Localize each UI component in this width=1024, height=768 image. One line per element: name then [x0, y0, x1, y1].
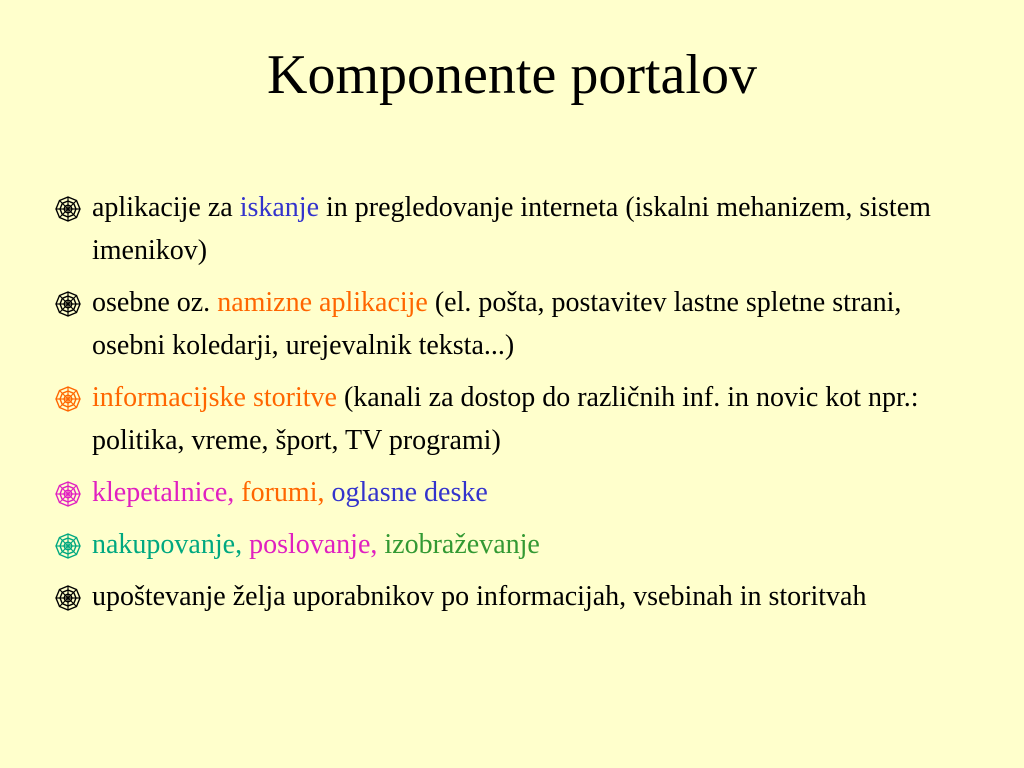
bullet-item — [52, 376, 932, 462]
bullet-text — [92, 192, 938, 266]
spiderweb-icon — [54, 480, 82, 508]
bullet-segment: osebne oz. — [92, 287, 218, 318]
bullet-text — [92, 477, 488, 508]
bullet-item — [52, 186, 938, 272]
bullet-segment: (el. pošta, postavitev lastne spletne strani, osebni koledarji, urejevalnik teksta...) — [92, 287, 909, 361]
bullet-item — [52, 523, 932, 566]
bullet-segment: izobraževanje — [384, 529, 540, 560]
bullet-text — [92, 581, 866, 612]
bullet-text — [92, 287, 908, 361]
bullet-segment: oglasne deske — [331, 477, 488, 508]
bullet-segment: poslovanje, — [249, 529, 385, 560]
bullet-segment: aplikacije za — [92, 192, 240, 223]
bullet-segment: informacijske storitve — [92, 382, 337, 413]
bullet-item — [52, 471, 932, 514]
slide-title: Komponente portalov — [267, 44, 757, 106]
bullet-segment: in pregledovanje interneta (iskalni mehanizem, sistem imenikov) — [92, 192, 938, 266]
bullet-segment: iskanje — [239, 192, 319, 223]
bullet-item — [52, 575, 932, 618]
bullet-segment: nakupovanje, — [92, 529, 250, 560]
bullet-text — [92, 382, 926, 456]
bullet-item — [52, 281, 932, 367]
bullet-segment: klepetalnice, — [92, 477, 242, 508]
bullet-segment: (kanali za dostop do različnih inf. in novic kot npr.: politika, vreme, šport, TV programi) — [92, 382, 926, 456]
spiderweb-icon — [54, 290, 82, 318]
bullet-text — [92, 529, 540, 560]
bullet-list — [52, 186, 938, 627]
spiderweb-icon — [54, 532, 82, 560]
spiderweb-icon — [54, 584, 82, 612]
spiderweb-icon — [54, 385, 82, 413]
bullet-segment: upoštevanje želja uporabnikov po informacijah, vsebinah in storitvah — [92, 581, 867, 612]
bullet-segment: forumi, — [241, 477, 332, 508]
spiderweb-icon — [54, 195, 82, 223]
bullet-segment: namizne aplikacije — [217, 287, 428, 318]
